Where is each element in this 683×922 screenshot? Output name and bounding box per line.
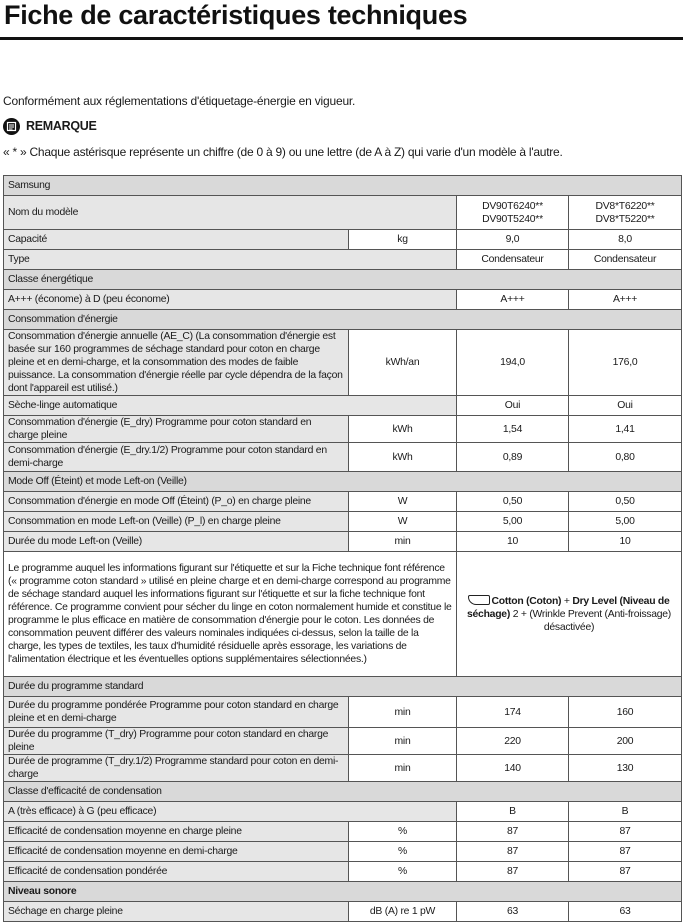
row-label: Consommation d'énergie annuelle (AE_C) (La consommation d'énergie est basée sur 160 programmes de séchage standard pour coton en charge pleine et en demi-charge, et la consommation des modes de faible puissance. La consommation d'énergie réelle par cycle dépendra de la façon dont l'appareil est utilisé.) [4, 330, 349, 396]
row-value-1: Condensateur [457, 250, 569, 270]
model-code: DV90T6240** [482, 200, 543, 212]
table-row [4, 882, 682, 902]
row-value-2: 10 [569, 532, 682, 552]
table-row [4, 822, 682, 842]
table-row [4, 230, 682, 250]
table-row [4, 697, 682, 728]
row-value-1: 0,89 [457, 443, 569, 472]
row-unit: W [349, 492, 457, 512]
row-unit: % [349, 862, 457, 882]
row-label: Consommation d'énergie en mode Off (Éteint) (P_o) en charge pleine [4, 492, 349, 512]
row-value-2: A+++ [569, 290, 682, 310]
row-label: Efficacité de condensation pondérée [4, 862, 349, 882]
row-value-1: 87 [457, 822, 569, 842]
row-value-1: 140 [457, 755, 569, 782]
programme-plus: + [561, 595, 573, 607]
intro-text: Conformément aux réglementations d'étiquetage-énergie en vigueur. [3, 94, 356, 108]
row-unit: min [349, 755, 457, 782]
model-code: DV8*T6220** [595, 200, 655, 212]
table-row [4, 492, 682, 512]
table-row [4, 196, 682, 230]
row-value-1: 0,50 [457, 492, 569, 512]
row-value-2: 176,0 [569, 330, 682, 396]
section-header: Classe énergétique [4, 270, 682, 290]
model-code: DV90T5240** [482, 213, 543, 225]
table-row [4, 290, 682, 310]
table-row [4, 802, 682, 822]
brand-header: Samsung [4, 176, 682, 196]
cotton-icon [468, 595, 490, 605]
section-header: Classe d'efficacité de condensation [4, 782, 682, 802]
row-value-1: A+++ [457, 290, 569, 310]
row-value-2: Oui [569, 396, 682, 416]
row-value-1: 194,0 [457, 330, 569, 396]
row-value-1: 220 [457, 728, 569, 755]
table-row [4, 512, 682, 532]
section-header: Niveau sonore [4, 882, 682, 902]
row-label: Séchage en charge pleine [4, 902, 349, 922]
table-row [4, 782, 682, 802]
row-value-2: 8,0 [569, 230, 682, 250]
section-header: Consommation d'énergie [4, 310, 682, 330]
row-unit: kWh [349, 443, 457, 472]
row-value-2: 200 [569, 728, 682, 755]
note-header [3, 116, 97, 136]
row-value-2: 130 [569, 755, 682, 782]
section-header: Mode Off (Éteint) et mode Left-on (Veille) [4, 472, 682, 492]
page-title: Fiche de caractéristiques techniques [4, 0, 468, 30]
section-header: Durée du programme standard [4, 677, 682, 697]
row-label: Efficacité de condensation moyenne en charge pleine [4, 822, 349, 842]
table-row [4, 552, 682, 677]
table-row [4, 270, 682, 290]
table-row [4, 330, 682, 396]
programme-options: 2 + (Wrinkle Prevent (Anti-froissage) [510, 608, 672, 620]
programme-cotton: Cotton (Coton) [491, 595, 562, 607]
row-label: Nom du modèle [4, 196, 457, 230]
row-value-1: 87 [457, 842, 569, 862]
table-row [4, 250, 682, 270]
note-text: « * » Chaque astérisque représente un chiffre (de 0 à 9) ou une lettre (de A à Z) qui varie d'un modèle à l'autre. [3, 145, 563, 159]
row-value-2: 0,50 [569, 492, 682, 512]
row-label: A (très efficace) à G (peu efficace) [4, 802, 457, 822]
row-label: Durée du mode Left-on (Veille) [4, 532, 349, 552]
table-row [4, 416, 682, 443]
row-value-1: 1,54 [457, 416, 569, 443]
row-label: Consommation d'énergie (E_dry) Programme pour coton standard en charge pleine [4, 416, 349, 443]
row-label: Consommation en mode Left-on (Veille) (P_l) en charge pleine [4, 512, 349, 532]
row-label: A+++ (économe) à D (peu économe) [4, 290, 457, 310]
row-value-2: 1,41 [569, 416, 682, 443]
table-row [4, 472, 682, 492]
model-cell-1 [457, 196, 569, 230]
row-label: Durée de programme (T_dry.1/2) Programme standard pour coton en demi-charge [4, 755, 349, 782]
table-row [4, 677, 682, 697]
model-cell-2 [569, 196, 682, 230]
table-row [4, 396, 682, 416]
row-value-2: 63 [569, 902, 682, 922]
table-row [4, 862, 682, 882]
title-divider [0, 37, 683, 40]
model-code: DV8*T5220** [595, 213, 655, 225]
row-value-2: 160 [569, 697, 682, 728]
row-value-1: 5,00 [457, 512, 569, 532]
row-unit: kWh/an [349, 330, 457, 396]
programme-value [457, 552, 682, 677]
row-value-1: B [457, 802, 569, 822]
row-unit: W [349, 512, 457, 532]
row-value-1: 174 [457, 697, 569, 728]
table-row [4, 443, 682, 472]
row-label: Durée du programme pondérée Programme pour coton standard en charge pleine et en demi-charge [4, 697, 349, 728]
row-label: Type [4, 250, 457, 270]
row-label: Sèche-linge automatique [4, 396, 457, 416]
table-row [4, 728, 682, 755]
table-row [4, 842, 682, 862]
row-label: Durée du programme (T_dry) Programme pour coton standard en charge pleine [4, 728, 349, 755]
row-value-2: Condensateur [569, 250, 682, 270]
table-row [4, 310, 682, 330]
row-label: Efficacité de condensation moyenne en demi-charge [4, 842, 349, 862]
row-value-2: 87 [569, 862, 682, 882]
row-value-2: 0,80 [569, 443, 682, 472]
row-label: Capacité [4, 230, 349, 250]
row-value-1: 9,0 [457, 230, 569, 250]
row-unit: dB (A) re 1 pW [349, 902, 457, 922]
row-unit: kg [349, 230, 457, 250]
row-label: Consommation d'énergie (E_dry.1/2) Programme pour coton standard en demi-charge [4, 443, 349, 472]
row-unit: min [349, 728, 457, 755]
spec-table [3, 175, 682, 922]
row-unit: % [349, 822, 457, 842]
programme-dry-level: Dry Level (Niveau de séchage) [467, 595, 670, 620]
row-unit: % [349, 842, 457, 862]
row-value-2: B [569, 802, 682, 822]
row-value-1: 87 [457, 862, 569, 882]
table-row [4, 532, 682, 552]
table-row [4, 176, 682, 196]
programme-description: Le programme auquel les informations figurant sur l'étiquette et sur la Fiche technique font référence (« programme coton standard » utilisé en pleine charge et en demi-charge correspond au programme de séchage standard auquel les informations figurant sur l'étiquette et sur la fiche technique font référence. Ce programme convient pour sécher du linge en coton normalement humide et constitue le programme le plus efficace en matière de consommation d'énergie pour le coton. Les données de consommation peuvent différer des valeurs nominales indiquées ci-dessus, selon la taille de la charge, les types de textiles, les taux d'humidité résiduelle après essorage, les variations de l'alimentation électrique et les éventuelles options supplémentaires sélectionnées.) [4, 552, 457, 677]
programme-options-end: désactivée) [543, 621, 595, 633]
note-label: REMARQUE [26, 119, 97, 133]
row-value-2: 87 [569, 822, 682, 842]
row-value-1: Oui [457, 396, 569, 416]
row-unit: min [349, 532, 457, 552]
note-icon [3, 118, 20, 135]
row-value-2: 87 [569, 842, 682, 862]
row-value-1: 63 [457, 902, 569, 922]
table-row [4, 755, 682, 782]
row-unit: min [349, 697, 457, 728]
row-value-2: 5,00 [569, 512, 682, 532]
row-value-1: 10 [457, 532, 569, 552]
row-unit: kWh [349, 416, 457, 443]
